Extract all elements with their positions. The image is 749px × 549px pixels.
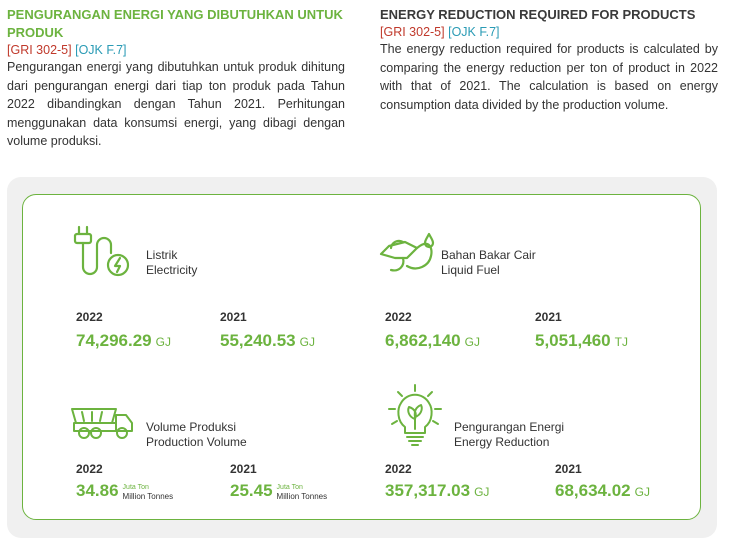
fuel-nozzle-icon (377, 232, 437, 276)
value-number: 5,051,460 (535, 331, 611, 350)
gri-reference: [GRI 302-5] (7, 43, 72, 57)
value-unit: GJ (299, 335, 315, 349)
unit-id: Juta Ton (122, 484, 149, 491)
value-unit (123, 483, 174, 501)
label-id: Bahan Bakar Cair (441, 248, 536, 262)
body-text-id: Pengurangan energi yang dibutuhkan untuk produk dihitung dari pengurangan energi dari tiap ton produk pada Tahun 2022 dibandingkan dengan Tahun 2021. Perhitungan menggunakan data konsumsi energi, yang dibagi dengan volume produksi. (7, 60, 345, 148)
value-unit: GJ (464, 335, 480, 349)
metric-energy-reduction (363, 355, 700, 519)
ojk-reference: [OJK F.7] (75, 43, 127, 57)
label-en: Electricity (146, 263, 198, 277)
metric-label (146, 248, 197, 278)
value-unit: GJ (634, 485, 650, 499)
section-heading-en: ENERGY REDUCTION REQUIRED FOR PRODUCTS (380, 7, 696, 22)
metric-production-volume (23, 355, 363, 519)
value-2022 (385, 481, 489, 501)
value-2022 (76, 481, 173, 501)
year-2021: 2021 (535, 310, 562, 324)
value-2021 (220, 331, 315, 351)
references-en (380, 24, 718, 40)
year-2022: 2022 (385, 310, 412, 324)
metrics-card (22, 194, 701, 520)
value-number: 25.45 (230, 481, 273, 500)
gri-reference: [GRI 302-5] (380, 25, 445, 39)
references-id (7, 42, 345, 58)
value-number: 34.86 (76, 481, 119, 500)
value-number: 55,240.53 (220, 331, 296, 350)
ojk-reference: [OJK F.7] (448, 25, 500, 39)
english-column (380, 6, 718, 114)
indonesian-column (7, 6, 345, 151)
metric-electricity (23, 195, 363, 355)
value-number: 74,296.29 (76, 331, 152, 350)
metric-liquid-fuel (363, 195, 700, 355)
year-2021: 2021 (220, 310, 247, 324)
electric-plug-icon (73, 225, 133, 277)
label-id: Listrik (146, 248, 178, 262)
value-number: 6,862,140 (385, 331, 461, 350)
value-unit: TJ (614, 335, 628, 349)
metric-label (441, 248, 536, 278)
value-2022 (385, 331, 480, 351)
value-unit (277, 483, 328, 501)
year-2021: 2021 (555, 462, 582, 476)
value-2021 (230, 481, 327, 501)
section-heading-id: PENGURANGAN ENERGI YANG DIBUTUHKAN UNTUK PRODUK (7, 7, 343, 40)
eco-lightbulb-icon (385, 383, 445, 447)
value-number: 68,634.02 (555, 481, 631, 500)
body-text-en: The energy reduction required for products is calculated by comparing the energy reduction per ton of product in 2022 with that of 2021. The calculation is based on energy consumption data divided by the production volume. (380, 42, 718, 112)
value-unit: GJ (474, 485, 490, 499)
label-en: Liquid Fuel (441, 263, 500, 277)
label-en: Production Volume (146, 435, 247, 449)
value-number: 357,317.03 (385, 481, 471, 500)
value-2022 (76, 331, 171, 351)
metric-label (454, 420, 564, 450)
year-2022: 2022 (76, 310, 103, 324)
year-2022: 2022 (76, 462, 103, 476)
value-unit: GJ (155, 335, 171, 349)
unit-en: Million Tonnes (122, 492, 174, 501)
metric-label (146, 420, 247, 450)
label-id: Volume Produksi (146, 420, 237, 434)
metrics-panel (7, 177, 717, 538)
label-id: Pengurangan Energi (454, 420, 565, 434)
label-en: Energy Reduction (454, 435, 550, 449)
year-2021: 2021 (230, 462, 257, 476)
unit-en: Million Tonnes (276, 492, 328, 501)
dump-truck-icon (70, 401, 136, 441)
unit-id: Juta Ton (276, 484, 303, 491)
value-2021 (555, 481, 650, 501)
year-2022: 2022 (385, 462, 412, 476)
value-2021 (535, 331, 628, 351)
